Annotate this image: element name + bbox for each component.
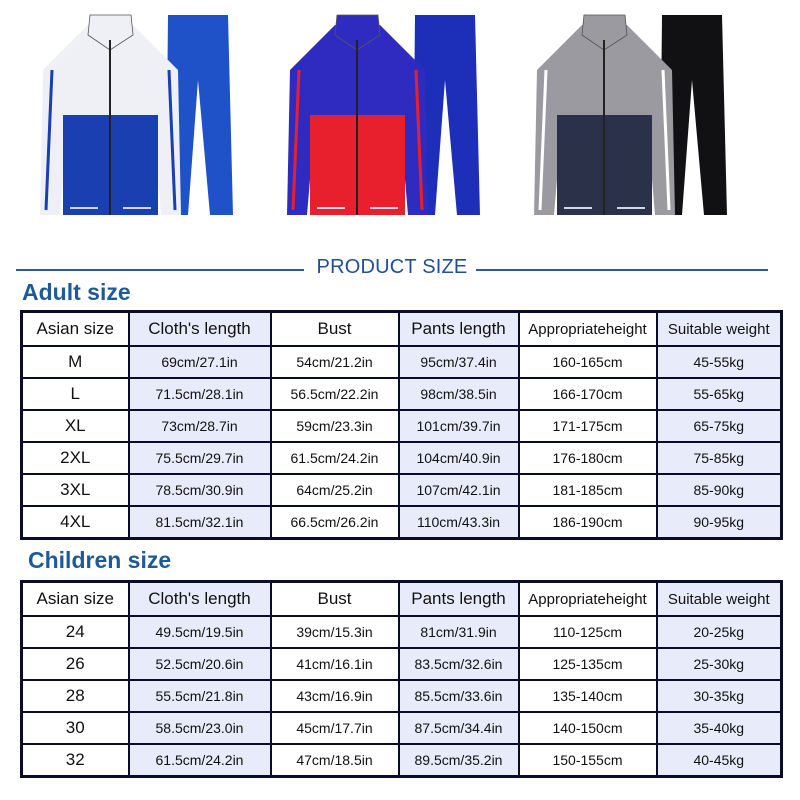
table-cell: 47cm/18.5in (271, 744, 399, 777)
table-cell: 73cm/28.7in (129, 410, 271, 442)
table-cell: 160-165cm (519, 346, 657, 378)
table-row (22, 346, 782, 378)
size-label-cell: 28 (22, 680, 129, 712)
table-row (22, 616, 782, 648)
table-cell: 54cm/21.2in (271, 346, 399, 378)
table-cell: 45cm/17.7in (271, 712, 399, 744)
column-header: Bust (271, 312, 399, 347)
table-cell: 176-180cm (519, 442, 657, 474)
table-row (22, 474, 782, 506)
table-row (22, 378, 782, 410)
table-cell: 30-35kg (657, 680, 782, 712)
table-cell: 61.5cm/24.2in (129, 744, 271, 777)
size-label-cell: 30 (22, 712, 129, 744)
column-header: Suitable weight (657, 312, 782, 347)
table-cell: 69cm/27.1in (129, 346, 271, 378)
column-header: Cloth's length (129, 312, 271, 347)
size-label-cell: 3XL (22, 474, 129, 506)
table-cell: 61.5cm/24.2in (271, 442, 399, 474)
table-cell: 81.5cm/32.1in (129, 506, 271, 539)
table-cell: 35-40kg (657, 712, 782, 744)
table-cell: 107cm/42.1in (399, 474, 519, 506)
table-cell: 52.5cm/20.6in (129, 648, 271, 680)
column-header: Appropriateheight (519, 582, 657, 617)
table-cell: 110cm/43.3in (399, 506, 519, 539)
table-cell: 58.5cm/23.0in (129, 712, 271, 744)
product-size-title: PRODUCT SIZE (316, 256, 468, 278)
table-cell: 87.5cm/34.4in (399, 712, 519, 744)
size-label-cell: 32 (22, 744, 129, 777)
table-cell: 81cm/31.9in (399, 616, 519, 648)
table-cell: 66.5cm/26.2in (271, 506, 399, 539)
table-cell: 83.5cm/32.6in (399, 648, 519, 680)
tracksuit-grey-navy-icon (532, 10, 742, 225)
table-cell: 181-185cm (519, 474, 657, 506)
table-cell: 98cm/38.5in (399, 378, 519, 410)
column-header: Cloth's length (129, 582, 271, 617)
column-header: Appropriateheight (519, 312, 657, 347)
column-header: Suitable weight (657, 582, 782, 617)
table-cell: 150-155cm (519, 744, 657, 777)
tracksuit-white-blue-icon (38, 10, 238, 225)
table-cell: 59cm/23.3in (271, 410, 399, 442)
table-cell: 186-190cm (519, 506, 657, 539)
table-cell: 89.5cm/35.2in (399, 744, 519, 777)
table-cell: 39cm/15.3in (271, 616, 399, 648)
table-cell: 25-30kg (657, 648, 782, 680)
table-cell: 85-90kg (657, 474, 782, 506)
tracksuit-drawing (40, 15, 233, 215)
adult-size-table (20, 310, 783, 540)
table-cell: 43cm/16.9in (271, 680, 399, 712)
table-row (22, 680, 782, 712)
table-cell: 20-25kg (657, 616, 782, 648)
table-cell: 85.5cm/33.6in (399, 680, 519, 712)
product-images (0, 0, 800, 235)
children-size-title: Children size (28, 547, 172, 573)
product-image-grey-navy (532, 10, 742, 225)
table-row (22, 744, 782, 777)
table-cell: 95cm/37.4in (399, 346, 519, 378)
table-row (22, 410, 782, 442)
table-row (22, 442, 782, 474)
table-cell: 101cm/39.7in (399, 410, 519, 442)
table-header-row (22, 312, 782, 347)
table-cell: 166-170cm (519, 378, 657, 410)
table-cell: 45-55kg (657, 346, 782, 378)
size-label-cell: L (22, 378, 129, 410)
column-header: Pants length (399, 582, 519, 617)
table-cell: 49.5cm/19.5in (129, 616, 271, 648)
column-header: Asian size (22, 582, 129, 617)
table-cell: 41cm/16.1in (271, 648, 399, 680)
table-cell: 55.5cm/21.8in (129, 680, 271, 712)
table-cell: 56.5cm/22.2in (271, 378, 399, 410)
table-cell: 64cm/25.2in (271, 474, 399, 506)
table-cell: 125-135cm (519, 648, 657, 680)
tracksuit-drawing (287, 15, 480, 215)
adult-size-title: Adult size (22, 279, 131, 305)
table-row (22, 648, 782, 680)
table-cell: 71.5cm/28.1in (129, 378, 271, 410)
children-size-table (20, 580, 783, 778)
tracksuit-drawing (534, 15, 727, 215)
table-cell: 90-95kg (657, 506, 782, 539)
table-cell: 135-140cm (519, 680, 657, 712)
size-label-cell: 4XL (22, 506, 129, 539)
table-cell: 140-150cm (519, 712, 657, 744)
table-cell: 65-75kg (657, 410, 782, 442)
size-label-cell: 24 (22, 616, 129, 648)
column-header: Bust (271, 582, 399, 617)
size-label-cell: 26 (22, 648, 129, 680)
product-image-blue-red (285, 10, 495, 225)
product-image-white-blue (38, 10, 238, 225)
column-header: Asian size (22, 312, 129, 347)
tracksuit-blue-red-icon (285, 10, 495, 225)
table-row (22, 712, 782, 744)
table-cell: 171-175cm (519, 410, 657, 442)
column-header: Pants length (399, 312, 519, 347)
table-cell: 40-45kg (657, 744, 782, 777)
table-cell: 75-85kg (657, 442, 782, 474)
table-cell: 104cm/40.9in (399, 442, 519, 474)
size-label-cell: M (22, 346, 129, 378)
table-cell: 78.5cm/30.9in (129, 474, 271, 506)
table-cell: 110-125cm (519, 616, 657, 648)
table-cell: 75.5cm/29.7in (129, 442, 271, 474)
size-label-cell: XL (22, 410, 129, 442)
table-cell: 55-65kg (657, 378, 782, 410)
table-header-row (22, 582, 782, 617)
table-row (22, 506, 782, 539)
size-label-cell: 2XL (22, 442, 129, 474)
heading-divider-right (476, 269, 768, 271)
